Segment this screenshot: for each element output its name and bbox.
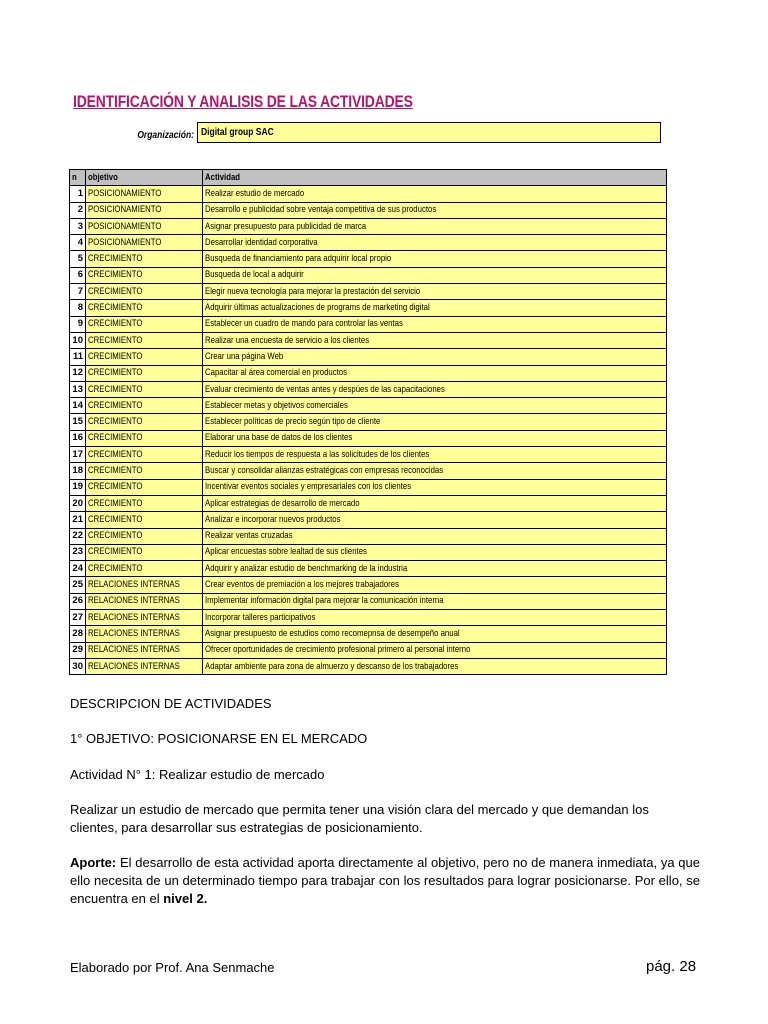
row-actividad: Ofrecer oportunidades de crecimiento profesional primero al personal interno: [202, 642, 666, 658]
row-actividad: Realizar ventas cruzadas: [202, 528, 666, 544]
aporte-label: Aporte:: [70, 855, 117, 870]
aporte-text: El desarrollo de esta actividad aporta directamente al objetivo, pero no de manera inmediata, ya que ello necesita de un determinado tiempo para trabajar con los resultados para lograr posicionarse. Por ello, se encuentra en el: [70, 855, 700, 906]
row-objetivo: CRECIMIENTO: [86, 251, 203, 267]
row-actividad: Elegir nueva tecnología para mejorar la prestación del servicio: [202, 284, 666, 300]
row-objetivo: CRECIMIENTO: [86, 398, 203, 414]
row-number: 9: [70, 316, 86, 332]
header-objetivo: objetivo: [86, 170, 203, 186]
row-objetivo: CRECIMIENTO: [86, 463, 203, 479]
row-actividad: Adquirir y analizar estudio de benchmarking de la industria: [202, 561, 666, 577]
aporte-level: nivel 2.: [163, 891, 208, 906]
row-objetivo: CRECIMIENTO: [86, 479, 203, 495]
table-row: [70, 251, 667, 267]
row-actividad: Desarrollo e publicidad sobre ventaja competitiva de sus productos: [202, 202, 666, 218]
row-objetivo: CRECIMIENTO: [86, 544, 203, 560]
table-row: [70, 202, 667, 218]
row-objetivo: CRECIMIENTO: [86, 381, 203, 397]
table-row: [70, 300, 667, 316]
table-row: [70, 495, 667, 511]
row-number: 5: [70, 251, 86, 267]
row-actividad: Establecer metas y objetivos comerciales: [202, 398, 666, 414]
row-objetivo: POSICIONAMIENTO: [86, 202, 203, 218]
row-objetivo: RELACIONES INTERNAS: [86, 577, 203, 593]
organization-value-cell: [197, 122, 661, 143]
row-number: 20: [70, 495, 86, 511]
row-number: 3: [70, 218, 86, 234]
row-number: 14: [70, 398, 86, 414]
row-objetivo: RELACIONES INTERNAS: [86, 658, 203, 674]
row-number: 16: [70, 430, 86, 446]
row-number: 10: [70, 332, 86, 348]
row-objetivo: CRECIMIENTO: [86, 365, 203, 381]
table-row: [70, 284, 667, 300]
row-objetivo: CRECIMIENTO: [86, 267, 203, 283]
row-objetivo: POSICIONAMIENTO: [86, 218, 203, 234]
row-number: 29: [70, 642, 86, 658]
row-number: 23: [70, 544, 86, 560]
activity-description: Realizar un estudio de mercado que permita tener una visión clara del mercado y que demandan los clientes, para desarrollar sus estrategias de posicionamiento.: [70, 802, 649, 835]
row-number: 11: [70, 349, 86, 365]
row-actividad: Analizar e incorporar nuevos productos: [202, 512, 666, 528]
row-actividad: Implementar información digital para mejorar la comunicación interna: [202, 593, 666, 609]
table-row: [70, 610, 667, 626]
row-objetivo: CRECIMIENTO: [86, 561, 203, 577]
row-number: 15: [70, 414, 86, 430]
table-row: [70, 381, 667, 397]
page-title: IDENTIFICACIÓN Y ANALISIS DE LAS ACTIVIDADES: [73, 92, 413, 111]
row-objetivo: CRECIMIENTO: [86, 414, 203, 430]
table-row: [70, 577, 667, 593]
row-objetivo: RELACIONES INTERNAS: [86, 626, 203, 642]
row-actividad: Establecer políticas de precio según tipo de cliente: [202, 414, 666, 430]
row-number: 12: [70, 365, 86, 381]
row-actividad: Adquirir últimas actualizaciones de programs de marketing digital: [202, 300, 666, 316]
row-objetivo: CRECIMIENTO: [86, 300, 203, 316]
table-row: [70, 447, 667, 463]
activities-table: [69, 169, 667, 675]
row-actividad: Aplicar encuestas sobre lealtad de sus clientes: [202, 544, 666, 560]
row-actividad: Incorporar talleres participativos: [202, 610, 666, 626]
row-objetivo: POSICIONAMIENTO: [86, 235, 203, 251]
table-row: [70, 642, 667, 658]
row-number: 26: [70, 593, 86, 609]
table-header-row: [70, 170, 667, 186]
footer-author: Elaborado por Prof. Ana Senmache: [70, 960, 275, 975]
activity-heading: Actividad N° 1: Realizar estudio de mercado: [70, 767, 325, 782]
table-row: [70, 430, 667, 446]
row-number: 19: [70, 479, 86, 495]
row-actividad: Desarrollar identidad corporativa: [202, 235, 666, 251]
table-row: [70, 235, 667, 251]
table-row: [70, 544, 667, 560]
row-objetivo: RELACIONES INTERNAS: [86, 610, 203, 626]
row-objetivo: CRECIMIENTO: [86, 512, 203, 528]
row-number: 17: [70, 447, 86, 463]
table-row: [70, 626, 667, 642]
row-actividad: Buscar y consolidar alianzas estratégicas con empresas reconocidas: [202, 463, 666, 479]
header-n: n: [70, 170, 86, 186]
table-row: [70, 365, 667, 381]
row-actividad: Elaborar una base de datos de los clientes: [202, 430, 666, 446]
row-objetivo: CRECIMIENTO: [86, 495, 203, 511]
row-number: 22: [70, 528, 86, 544]
organization-value: Digital group SAC: [201, 127, 274, 138]
table-row: [70, 463, 667, 479]
row-number: 28: [70, 626, 86, 642]
section-heading: DESCRIPCION DE ACTIVIDADES: [70, 696, 272, 711]
row-objetivo: RELACIONES INTERNAS: [86, 593, 203, 609]
row-actividad: Asignar presupuesto de estudios como recomepnsa de desempeño anual: [202, 626, 666, 642]
objective-heading: 1° OBJETIVO: POSICIONARSE EN EL MERCADO: [70, 731, 368, 746]
row-objetivo: CRECIMIENTO: [86, 430, 203, 446]
table-row: [70, 528, 667, 544]
row-number: 6: [70, 267, 86, 283]
row-actividad: Asignar presupuesto para publicidad de marca: [202, 218, 666, 234]
row-number: 1: [70, 186, 86, 202]
row-objetivo: POSICIONAMIENTO: [86, 186, 203, 202]
footer-page-number: pág. 28: [646, 958, 697, 975]
row-number: 27: [70, 610, 86, 626]
table-row: [70, 218, 667, 234]
row-objetivo: CRECIMIENTO: [86, 349, 203, 365]
row-objetivo: CRECIMIENTO: [86, 332, 203, 348]
table-row: [70, 349, 667, 365]
table-row: [70, 186, 667, 202]
row-number: 30: [70, 658, 86, 674]
table-row: [70, 398, 667, 414]
table-row: [70, 332, 667, 348]
row-number: 7: [70, 284, 86, 300]
table-row: [70, 512, 667, 528]
row-number: 13: [70, 381, 86, 397]
table-row: [70, 658, 667, 674]
header-actividad: Actividad: [202, 170, 666, 186]
row-objetivo: RELACIONES INTERNAS: [86, 642, 203, 658]
table-row: [70, 267, 667, 283]
row-actividad: Establecer un cuadro de mando para controlar las ventas: [202, 316, 666, 332]
row-number: 24: [70, 561, 86, 577]
row-actividad: Realizar estudio de mercado: [202, 186, 666, 202]
row-actividad: Realizar una encuesta de servicio a los clientes: [202, 332, 666, 348]
row-objetivo: CRECIMIENTO: [86, 316, 203, 332]
row-objetivo: CRECIMIENTO: [86, 284, 203, 300]
row-objetivo: CRECIMIENTO: [86, 528, 203, 544]
row-actividad: Busqueda de financiamiento para adquirir local propio: [202, 251, 666, 267]
row-actividad: Adaptar ambiente para zona de almuerzo y descanso de los trabajadores: [202, 658, 666, 674]
table-row: [70, 414, 667, 430]
row-number: 2: [70, 202, 86, 218]
row-actividad: Incentivar eventos sociales y empresariales con los clientes: [202, 479, 666, 495]
row-actividad: Crear eventos de premiación a los mejores trabajadores: [202, 577, 666, 593]
aporte-paragraph: [70, 854, 700, 908]
table-row: [70, 561, 667, 577]
row-actividad: Capacitar al área comercial en productos: [202, 365, 666, 381]
organization-label: Organización:: [137, 130, 194, 141]
table-row: [70, 593, 667, 609]
table-row: [70, 316, 667, 332]
row-number: 21: [70, 512, 86, 528]
row-actividad: Busqueda de local a adquirir: [202, 267, 666, 283]
row-number: 4: [70, 235, 86, 251]
row-objetivo: CRECIMIENTO: [86, 447, 203, 463]
row-actividad: Reducir los tiempos de respuesta a las solicitudes de los clientes: [202, 447, 666, 463]
row-number: 18: [70, 463, 86, 479]
row-actividad: Evaluar crecimiento de ventas antes y despúes de las capacitaciones: [202, 381, 666, 397]
row-number: 25: [70, 577, 86, 593]
row-actividad: Crear una página Web: [202, 349, 666, 365]
table-row: [70, 479, 667, 495]
row-actividad: Aplicar estrategias de desarrollo de mercado: [202, 495, 666, 511]
row-number: 8: [70, 300, 86, 316]
